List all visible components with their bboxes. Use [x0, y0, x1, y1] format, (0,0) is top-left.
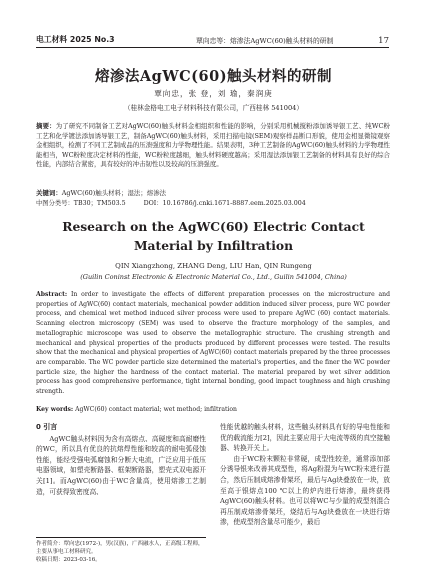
running-title: 覃向忠等：熔渗法AgWC(60)触头材料的研制	[196, 37, 334, 45]
keywords-text-cn: AgWC(60)触头材料；湿法；熔渗法	[61, 189, 167, 197]
body-paragraph: AgWC触头材料因为含有高熔点、高硬度和高耐磨性的WC，所以具有优良的抗熔焊性能和较高的耐电弧侵蚀性能，能经受强电弧腐蚀和分断大电流，广泛应用于低压电器领域，如塑壳断路器、框架断路器，塑壳式双电源开关[1]。而AgWC(60)由于WC含量高，使用熔渗工艺制造，可获得致密度高、	[36, 434, 206, 496]
abstract-chinese	[36, 122, 390, 170]
title-english-line1: Research on the AgWC(60) Electric Contact	[62, 219, 365, 234]
title-chinese: 熔渗法AgWC(60)触头材料的研制	[94, 68, 333, 85]
body-column-right	[220, 422, 390, 528]
keywords-text-en: AgWC(60) contact material; wet method; infiltration	[75, 406, 237, 413]
title-english-line2: Material by Infiltration	[133, 238, 294, 253]
footnote-author-bio: 作者简介：覃向忠(1972-)，男(汉族)，广西融水人，正高级工程师，主要从事电工材料研究。	[36, 541, 204, 555]
footnote	[36, 537, 206, 564]
body-column-left	[36, 422, 206, 497]
abstract-text-en: In order to investigate the effects of different preparation processes on the microstructure and properties of AgWC(60) contact materials, mechanical powder addition induced silver process, pure WC powder process, and chemical wet method induced silver process were used to prepare AgWC (60) contact materials. Scanning electron microscopy (SEM) was used to observe the fracture morphology of the samples, and metallographic microscope was used to observe the metallographic structure. The crushing strength and mechanical and physical properties of the products produced by different processes were tested. The results show that the mechanical and physical properties of AgWC(60) contact materials prepared by the three processes are comparable. The WC powder particle size determined the material's properties, and the finer the WC powder particle size, the higher the hardness of the contact material. The material prepared by wet silver addition process has good comprehensive performance, tight internal bonding, good impact toughness and high crushing strength.	[36, 291, 390, 396]
journal-name: 电工材料 2025 No.3	[36, 35, 115, 44]
clc-number: 中图分类号：TB30；TM503.5	[36, 200, 126, 207]
authors-english: QIN Xiangzhong, ZHANG Deng, LIU Han, QIN Rungeng	[115, 262, 312, 270]
running-header	[36, 33, 389, 48]
affiliation-english: (Guilin Coninst Electronic & Electronic Material Co., Ltd., Guilin 541004, China)	[80, 273, 347, 281]
abstract-english	[36, 290, 390, 397]
title-english	[0, 217, 427, 255]
page-number: 17	[378, 36, 389, 46]
doi: DOI：10.16786/j.cnki.1671-8887.eem.2025.03.004	[143, 200, 306, 207]
abstract-text-cn: 为了研究不同制备工艺对AgWC(60)触头材料金相组织和性能的影响，分别采用机械搅粉添加诱导银工艺、纯WC粉工艺和化学镀法添加诱导银工艺，制备AgWC(60)触头材料，采用扫描电镜(SEM)观察样品断口形貌，使用金相显微镜观察金相组织，检测了不同工艺制成品的压溃强度和力学物理性能。结果表明，3种工艺制备的AgWC(60)触头材料的力学物理性能相当，WC粉粒度决定材料的性能，WC粉粒度越细，触头材料硬度越高；采用湿法添加银工艺制备的材料具有良好的综合性能，内部结合紧密，具有较好的冲击韧性以及较高的压溃强度。	[36, 122, 390, 169]
affiliation-chinese: （桂林金格电工电子材料科技有限公司，广西桂林 541004）	[124, 104, 303, 112]
authors-chinese: 覃向忠，张 登，刘 瑜，秦润庚	[154, 89, 273, 98]
body-paragraph: 性能优越的触头材料，这些触头材料具有好的导电性能和优的载流能力[2]，因此主要应用于大电流等级的真空接触器、转换开关上。	[220, 423, 390, 453]
keywords-chinese	[36, 189, 390, 199]
keywords-english	[36, 405, 390, 415]
abstract-label-cn: 摘要：	[36, 122, 56, 130]
classification-line	[36, 199, 390, 209]
abstract-label-en: Abstract:	[36, 291, 68, 298]
section-heading-introduction: 0 引言	[36, 423, 58, 431]
keywords-label-cn: 关键词：	[36, 189, 62, 197]
keywords-label-en: Key words:	[36, 406, 74, 413]
footnote-received-date: 收稿日期：2023-03-16。	[36, 557, 101, 563]
body-paragraph: 由于WC粉末颗粒非常硬，成型性较差，通常添加部分诱导银来改善其成型性，将Ag粉混为与WC粉末进行混合，然后压制成熔渗骨架坯，最后与Ag块叠放在一块，放至高于银熔点100 ℃以上的炉内进行熔渗，最终获得AgWC(60)触头材料。也可以将WC与少量的成型剂混合再压制成熔渗骨架坯，烧结后与Ag块叠放在一块进行熔渗，使成型剂含量尽可能少，最后	[220, 454, 390, 527]
